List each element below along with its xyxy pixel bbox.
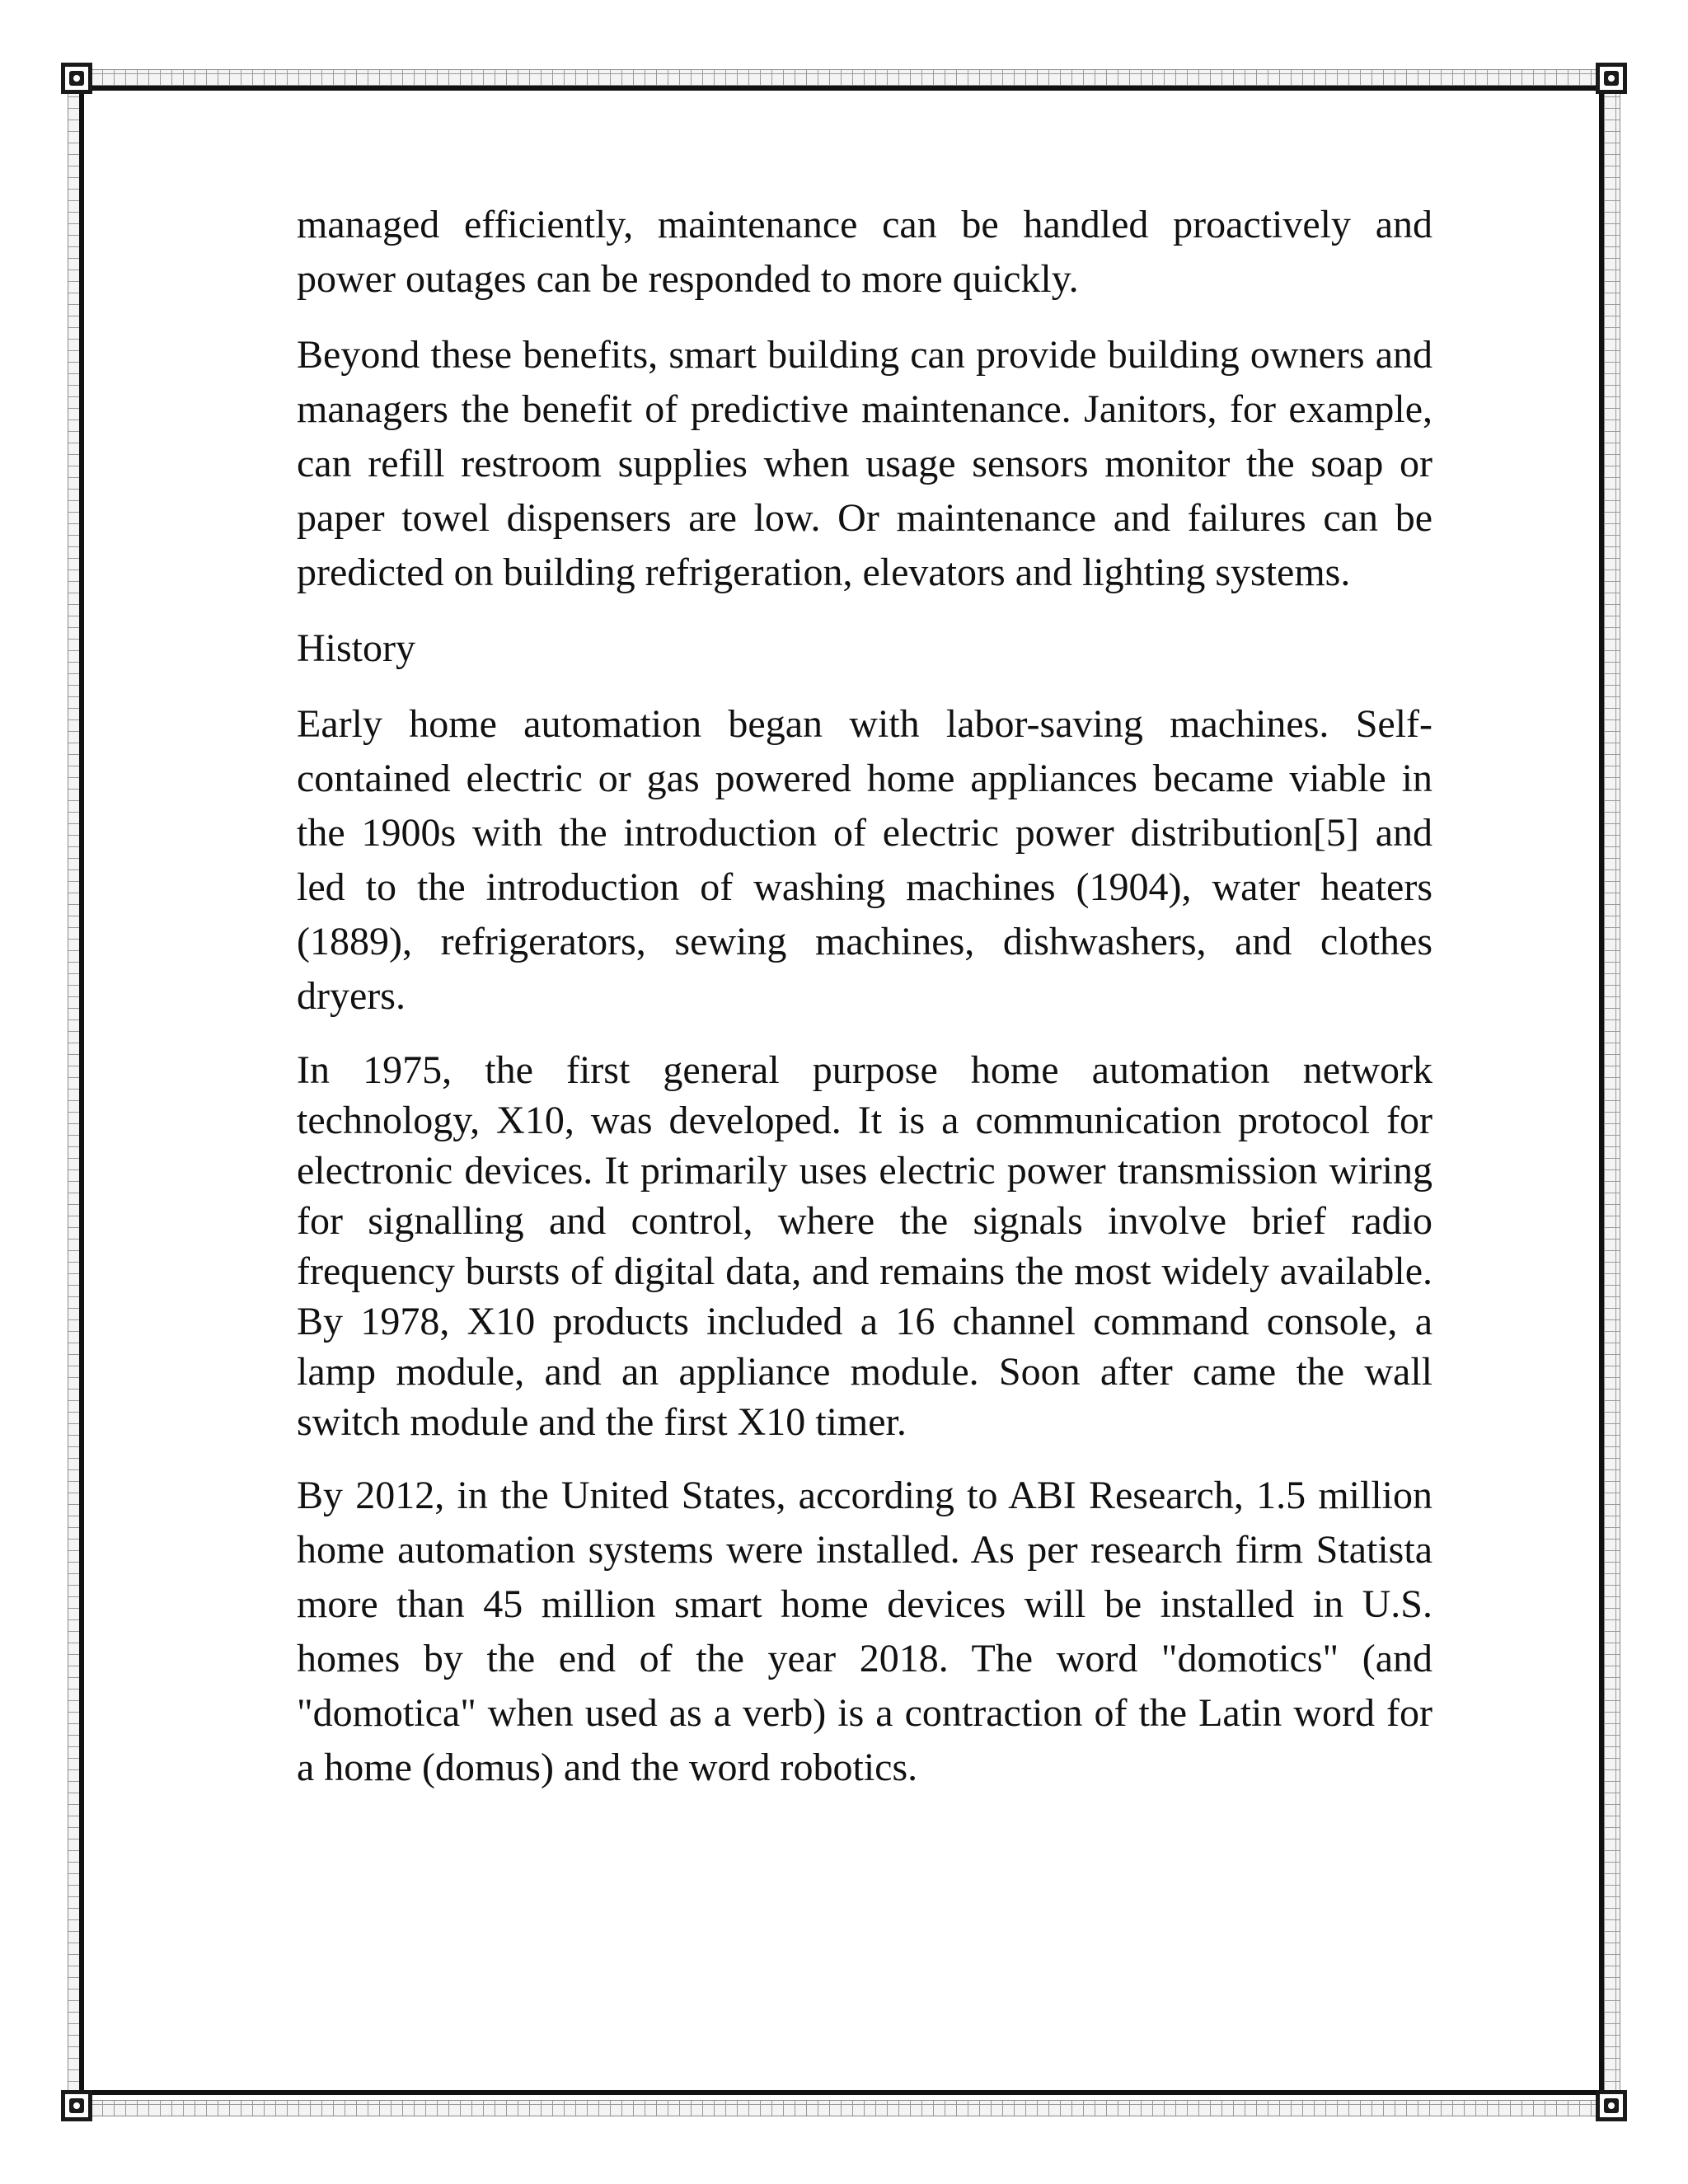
corner-ornament-icon bbox=[58, 59, 96, 97]
border-top bbox=[68, 69, 1620, 86]
paragraph: Beyond these benefits, smart building can provide building owners and managers the benefit of predictive maintenance. Janitors, for example, can refill restroom supplies when usage sensors monitor the soap or paper towel dispensers are low. Or maintenance and failures can be predicted on building refrigeration, elevators and lighting systems. bbox=[297, 333, 1432, 594]
paragraph: By 2012, in the United States, according to ABI Research, 1.5 million home automation systems were installed. As per research firm Statista more than 45 million smart home devices will be installed in U.S. homes by the end of the year 2018. The word "domotics" (and "domotica" when used as a verb) is a contraction of the Latin word for a home (domus) and the word robotics. bbox=[297, 1474, 1432, 1789]
section-heading: History bbox=[297, 626, 415, 670]
paragraph: Early home automation began with labor-saving machines. Self-contained electric or gas powered home appliances became viable in the 1900s with the introduction of electric power distribution[5] and led to the introduction of washing machines (1904), water heaters (1889), refrigerators, sewing machines, dishwashers, and clothes dryers. bbox=[297, 702, 1432, 1018]
corner-ornament-icon bbox=[1592, 59, 1630, 97]
border-right bbox=[1604, 69, 1620, 2116]
corner-ornament-icon bbox=[58, 2087, 96, 2125]
border-bottom bbox=[68, 2100, 1620, 2116]
paragraph: In 1975, the first general purpose home automation network technology, X10, was developed. It is a communication protocol for electronic devices. It primarily uses electric power transmission wiring for signalling and control, where the signals involve brief radio frequency bursts of digital data, and remains the most widely available. By 1978, X10 products included a 16 channel command console, a lamp module, and an appliance module. Soon after came the wall switch module and the first X10 timer. bbox=[297, 1048, 1432, 1444]
corner-ornament-icon bbox=[1592, 2087, 1630, 2125]
paragraph: managed efficiently, maintenance can be handled proactively and power outages can be responded to more quickly. bbox=[297, 203, 1432, 301]
body-text bbox=[297, 198, 1432, 1816]
